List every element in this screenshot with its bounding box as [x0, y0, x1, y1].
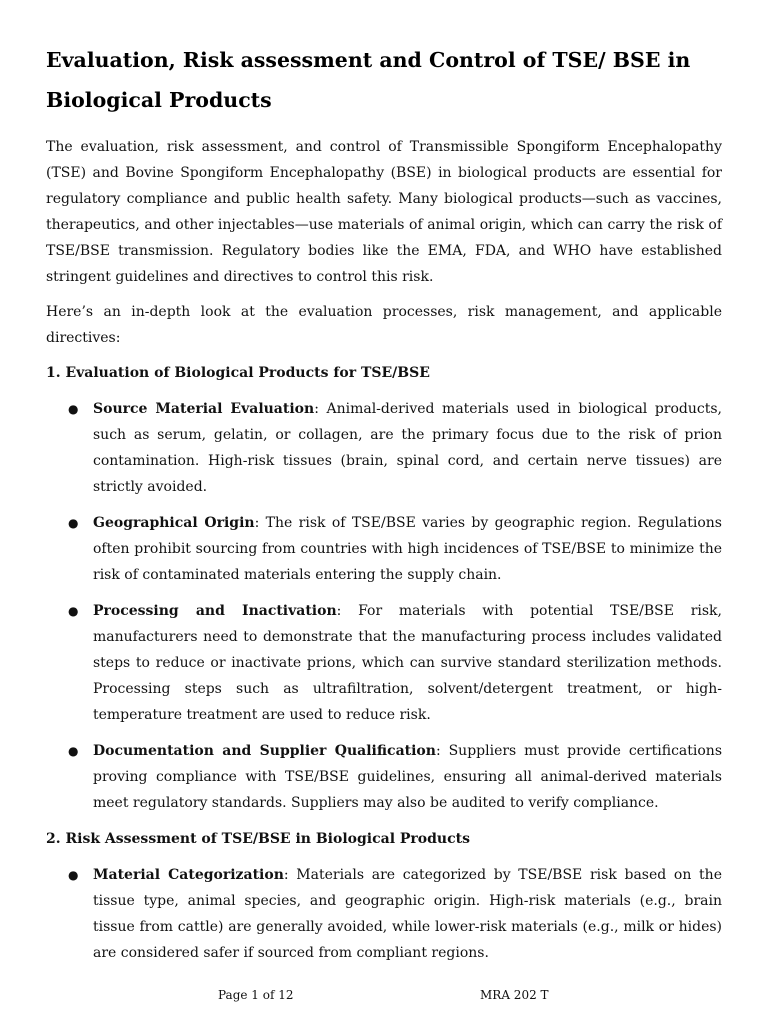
list-item [46, 738, 722, 816]
list-item-term: Geographical Origin [93, 515, 255, 531]
section-1-list [46, 396, 722, 816]
section-2-list [46, 862, 722, 966]
bullet-icon: ● [68, 744, 79, 758]
list-item-text: : Suppliers must provide certifications proving compliance with TSE/BSE guidelines, ensuring all animal-derived materials meet regulatory standards. Suppliers may also be audited to verify compliance. [93, 743, 723, 811]
section-1-heading: 1. Evaluation of Biological Products for TSE/BSE [46, 365, 430, 381]
list-item-text: : Animal-derived materials used in biological products, such as serum, gelatin, or collagen, are the primary focus due to the risk of prion contamination. High-risk tissues (brain, spinal cord, and certain nerve tissues) are strictly avoided. [93, 401, 722, 495]
list-item-text: : For materials with potential TSE/BSE risk, manufacturers need to demonstrate that the manufacturing process includes validated steps to reduce or inactivate prions, which can survive standard sterilization methods. Processing steps such as ultrafiltration, solvent/detergent treatment, or high-temperature treatment are used to reduce risk. [93, 603, 722, 723]
list-item [46, 510, 722, 588]
list-item-term: Documentation and Supplier Qualification [93, 743, 436, 759]
list-item-term: Processing and Inactivation [93, 603, 337, 619]
document-code: MRA 202 T [480, 988, 549, 1002]
bullet-icon: ● [68, 868, 79, 882]
list-item [46, 862, 722, 966]
section-2-heading: 2. Risk Assessment of TSE/BSE in Biological Products [46, 831, 470, 847]
bullet-icon: ● [68, 516, 79, 530]
list-item-term: Material Categorization [93, 867, 284, 883]
list-item-term: Source Material Evaluation [93, 401, 315, 417]
bullet-icon: ● [68, 604, 79, 618]
overview-paragraph: Here’s an in-depth look at the evaluation processes, risk management, and applicable directives: [46, 304, 722, 346]
bullet-icon: ● [68, 402, 79, 416]
intro-paragraph: The evaluation, risk assessment, and control of Transmissible Spongiform Encephalopathy (TSE) and Bovine Spongiform Encephalopathy (BSE) in biological products are essential for regulatory compliance and public health safety. Many biological products—such as vaccines, therapeutics, and other injectables—use materials of animal origin, which can carry the risk of TSE/BSE transmission. Regulatory bodies like the EMA, FDA, and WHO have established stringent guidelines and directives to control this risk. [46, 139, 722, 285]
list-item [46, 598, 722, 728]
list-item-text: : Materials are categorized by TSE/BSE risk based on the tissue type, animal species, and geographic origin. High-risk materials (e.g., brain tissue from cattle) are generally avoided, while lower-risk materials (e.g., milk or hides) are considered safer if sourced from compliant regions. [93, 867, 722, 961]
page-number: Page 1 of 12 [218, 988, 294, 1002]
list-item [46, 396, 722, 500]
list-item-text: : The risk of TSE/BSE varies by geographic region. Regulations often prohibit sourcing from countries with high incidences of TSE/BSE to minimize the risk of contaminated materials entering the supply chain. [93, 515, 722, 583]
document-title: Evaluation, Risk assessment and Control of TSE/ BSE in Biological Products [46, 48, 691, 112]
